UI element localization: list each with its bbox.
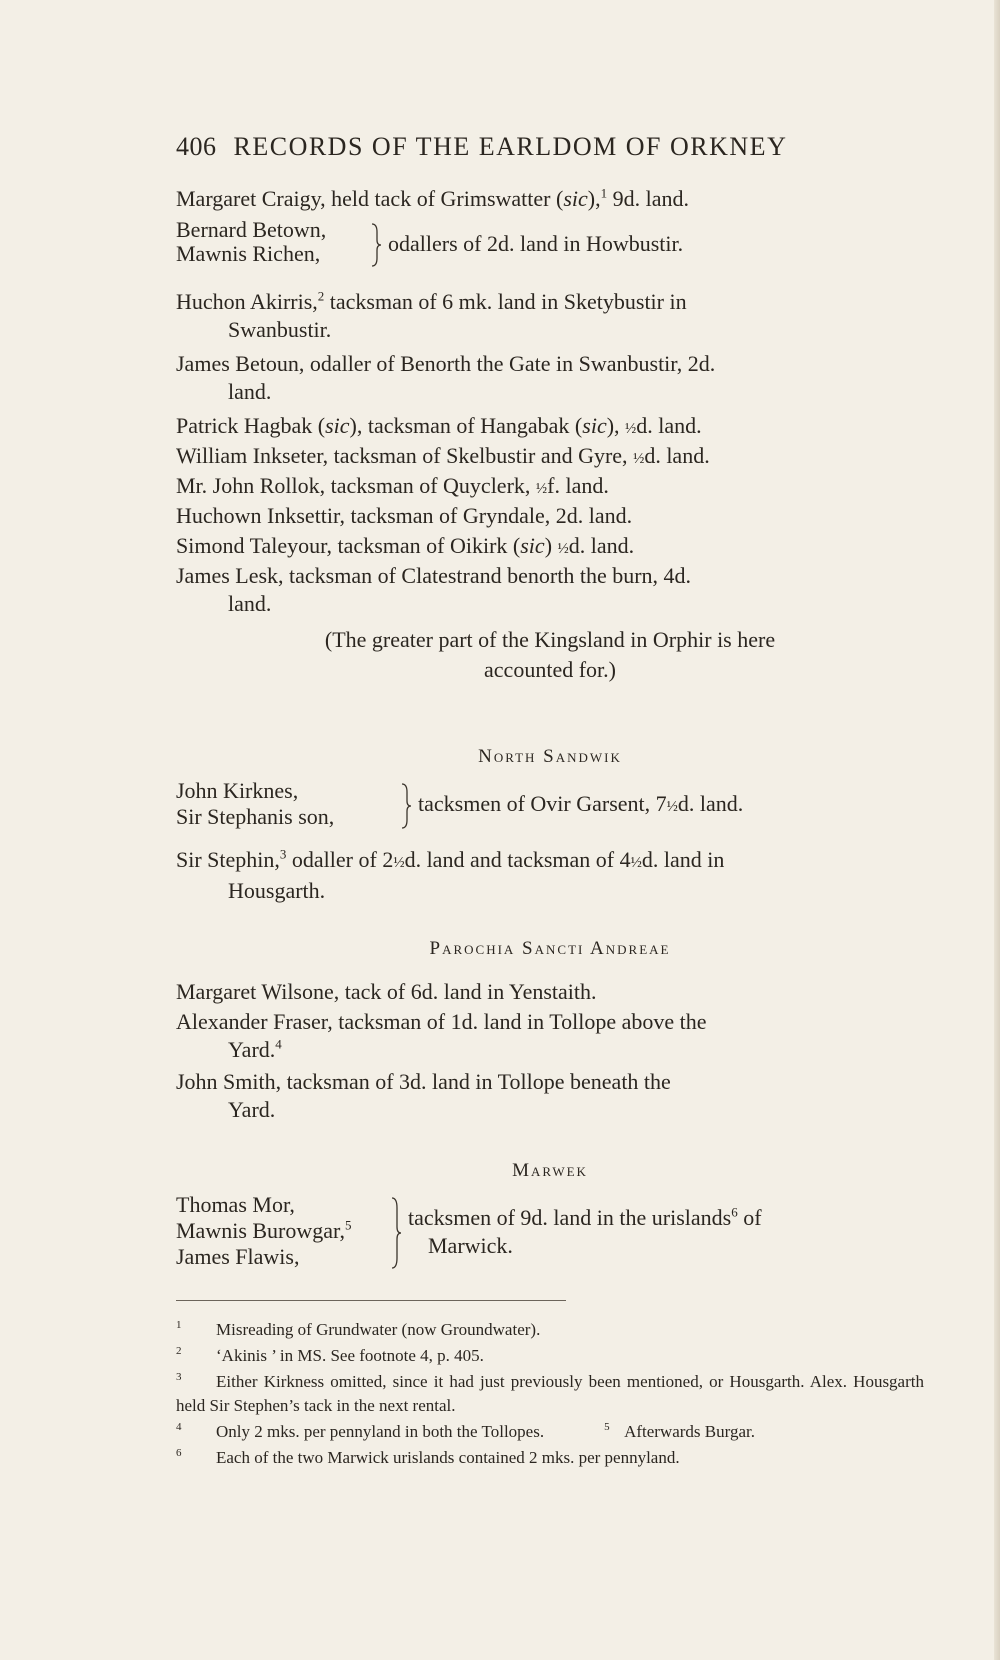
entry-james-lesk: James Lesk, tacksman of Clatestrand benorth the burn, 4d. land. — [176, 563, 692, 616]
entry-marwick — [176, 1192, 924, 1274]
brace-bracket — [400, 782, 412, 830]
footnote-rule — [176, 1300, 566, 1301]
footnote-4-5: 4 Only 2 mks. per pennyland in both the Tollopes. 5 Afterwards Burgar. — [176, 1421, 756, 1441]
footnote-6: 6 Each of the two Marwick urislands contained 2 mks. per pennyland. — [176, 1447, 680, 1467]
entry-sir-stephin: Sir Stephin,$^3$ odaller of 2½d. land and tacksman of 4½d. land in Housgarth. — [176, 846, 725, 903]
name-john-kirknes: John Kirknes, — [176, 778, 299, 803]
entry-patrick-hagbak: Patrick Hagbak (sic), tacksman of Hangabak (sic), ½d. land. — [176, 413, 702, 438]
entry-william-inkseter: William Inkseter, tacksman of Skelbustir and Gyre, ½d. land. — [176, 443, 710, 468]
entry-john-smith: John Smith, tacksman of 3d. land in Tollope beneath the Yard. — [176, 1069, 671, 1122]
odallers-desc: odallers of 2d. land in Howbustir. — [388, 231, 684, 256]
name-bernard-betown: Bernard Betown, — [176, 217, 327, 242]
brace-bracket — [390, 1196, 402, 1270]
entry-margaret-wilsone: Margaret Wilsone, tack of 6d. land in Yenstaith. — [176, 979, 597, 1004]
entry-margaret-craigy: Margaret Craigy, held tack of Grimswatter (sic),$^1$ 9d. land. — [176, 185, 689, 211]
name-james-flawis: James Flawis, — [176, 1244, 300, 1269]
section-heading-north-sandwik: North Sandwik — [478, 746, 622, 767]
entry-odallers-howbustir — [176, 218, 924, 272]
marwick-desc: tacksmen of 9d. land in the urislands$^6$ of Marwick. — [408, 1204, 762, 1258]
entry-alexander-fraser: Alexander Fraser, tacksman of 1d. land in Tollope above the Yard.$^4$ — [176, 1009, 707, 1062]
editorial-note-line1: (The greater part of the Kingsland in Orphir is here — [324, 627, 776, 652]
editorial-note-line2: accounted for.) — [484, 657, 616, 682]
page-number: 406 — [176, 132, 217, 161]
name-sir-stephanis-son: Sir Stephanis son, — [176, 804, 335, 829]
name-mawnis-burowgar: Mawnis Burowgar,$^5$ — [176, 1217, 352, 1243]
page-edge — [994, 0, 1000, 1660]
section-heading-marwek: Marwek — [512, 1160, 588, 1181]
running-header — [176, 132, 787, 162]
footnote-ref: 1 — [600, 185, 608, 201]
name-thomas-mor: Thomas Mor, — [176, 1192, 295, 1217]
entry-ovir-garsent — [176, 778, 924, 832]
name-mawnis-richen: Mawnis Richen, — [176, 241, 321, 266]
entry-john-rollok: Mr. John Rollok, tacksman of Quyclerk, ½f. land. — [176, 473, 609, 498]
entry-huchown-inksettir: Huchown Inksettir, tacksman of Gryndale, 2d. land. — [176, 503, 633, 528]
entry-huchon-akirris: Huchon Akirris,$^2$ tacksman of 6 mk. land in Sketybustir in Swanbustir. — [176, 288, 687, 342]
brace-bracket — [370, 222, 382, 268]
section-heading-andreae: Parochia Sancti Andreae — [429, 938, 671, 959]
footnote-1: 1 Misreading of Grundwater (now Groundwater). — [176, 1319, 541, 1339]
running-title: RECORDS OF THE EARLDOM OF ORKNEY — [233, 132, 788, 161]
footnote-2: 2 ‘Akinis ’ in MS. See footnote 4, p. 405. — [176, 1345, 484, 1365]
ovir-garsent-desc: tacksmen of Ovir Garsent, 7½d. land. — [418, 791, 744, 816]
entry-simond-taleyour: Simond Taleyour, tacksman of Oikirk (sic) ½d. land. — [176, 533, 635, 558]
footnote-3: 3 Either Kirkness omitted, since it had just previously been mentioned, or Housgarth. Alex. Housgarth held Sir Stephen’s tack in the next rental. — [176, 1371, 924, 1415]
entry-james-betoun: James Betoun, odaller of Benorth the Gate in Swanbustir, 2d. land. — [176, 351, 716, 404]
